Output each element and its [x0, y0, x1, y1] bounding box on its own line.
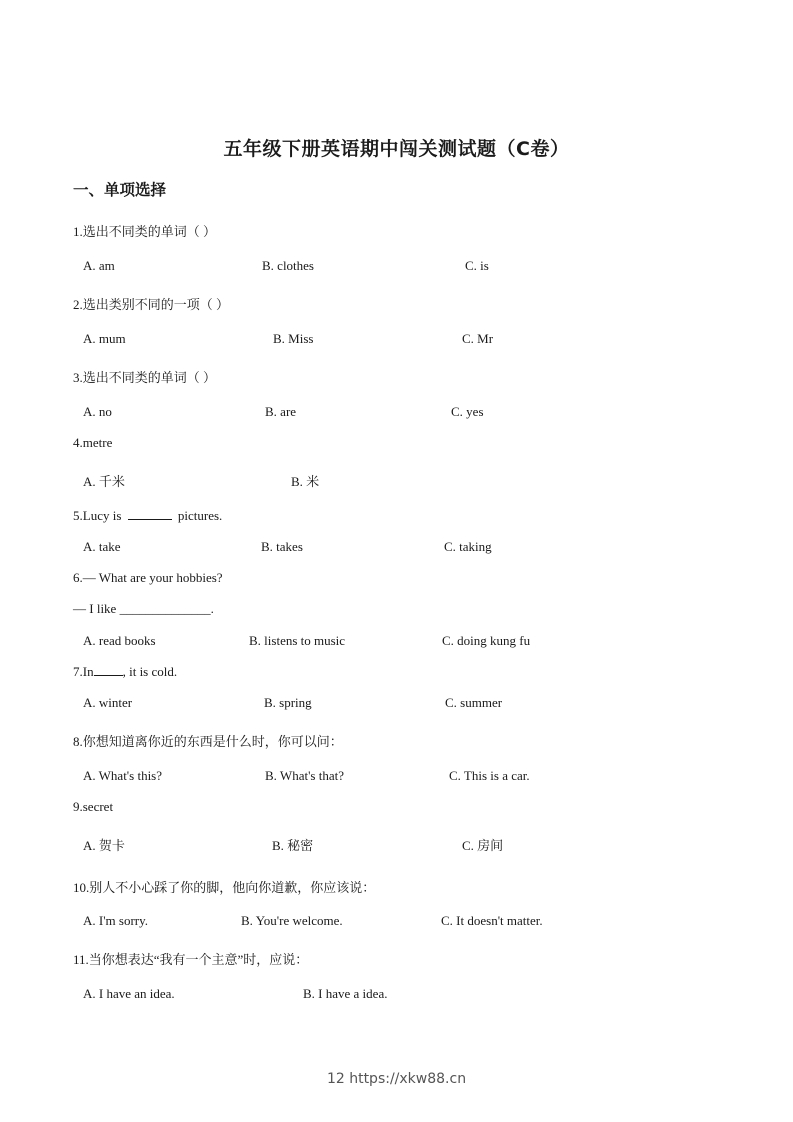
q7-text-after: , it is cold.: [122, 664, 178, 679]
q9-option-b: B. 秘密: [272, 838, 314, 853]
question-4: 4.metre: [73, 435, 113, 450]
q6-option-a: A. read books: [83, 633, 156, 648]
q5-text-after: pictures.: [177, 508, 223, 523]
q2-option-b: B. Miss: [273, 331, 314, 346]
q3-option-c: C. yes: [451, 404, 484, 419]
q5-text-before: 5.Lucy is: [73, 508, 122, 523]
q7-text-before: 7.In: [73, 664, 94, 679]
q7-option-b: B. spring: [264, 695, 312, 710]
q5-option-b: B. takes: [261, 539, 303, 554]
question-5: [73, 508, 222, 524]
q3-option-b: B. are: [265, 404, 297, 419]
page-footer: 12 https://xkw88.cn: [326, 1071, 467, 1087]
q2-option-a: A. mum: [83, 331, 126, 346]
q6-option-c: C. doing kung fu: [442, 633, 531, 648]
q1-option-b: B. clothes: [262, 258, 314, 273]
q10-option-a: A. I'm sorry.: [83, 913, 149, 928]
q3-option-a: A. no: [83, 404, 112, 419]
question-7: [73, 664, 177, 680]
q11-option-b: B. I have a idea.: [303, 986, 388, 1001]
q1-option-c: C. is: [465, 258, 489, 273]
section-heading: 一、单项选择: [73, 181, 167, 199]
q1-option-a: A. am: [83, 258, 115, 273]
q9-option-c: C. 房间: [462, 838, 504, 853]
answer-blank: [128, 519, 172, 520]
question-10: 10.别人不小心踩了你的脚，他向你道歉，你应该说：: [73, 880, 376, 895]
q8-option-b: B. What's that?: [265, 768, 345, 783]
q5-option-c: C. taking: [444, 539, 492, 554]
question-6-line-2: — I like ______________.: [73, 601, 214, 616]
question-2: 2.选出类别不同的一项（ ）: [73, 297, 230, 312]
q10-option-b: B. You're welcome.: [241, 913, 343, 928]
question-3: 3.选出不同类的单词（ ）: [73, 370, 217, 385]
q2-option-c: C. Mr: [462, 331, 494, 346]
answer-blank: [94, 675, 123, 676]
q7-option-a: A. winter: [83, 695, 133, 710]
q11-option-a: A. I have an idea.: [83, 986, 175, 1001]
question-6-line-1: 6.— What are your hobbies?: [73, 570, 223, 585]
q7-option-c: C. summer: [445, 695, 503, 710]
q8-option-a: A. What's this?: [83, 768, 163, 783]
q4-option-a: A. 千米: [83, 474, 125, 489]
page-title: 五年级下册英语期中闯关测试题（C卷）: [223, 138, 570, 160]
question-11: 11.当你想表达“我有一个主意”时，应说：: [73, 952, 309, 967]
q4-option-b: B. 米: [291, 474, 320, 489]
q8-option-c: C. This is a car.: [449, 768, 530, 783]
q10-option-c: C. It doesn't matter.: [441, 913, 543, 928]
q5-option-a: A. take: [83, 539, 121, 554]
q6-option-b: B. listens to music: [249, 633, 346, 648]
q9-option-a: A. 贺卡: [83, 838, 125, 853]
question-8: 8.你想知道离你近的东西是什么时，你可以问：: [73, 734, 343, 749]
question-1: 1.选出不同类的单词（ ）: [73, 224, 217, 239]
question-9: 9.secret: [73, 799, 114, 814]
